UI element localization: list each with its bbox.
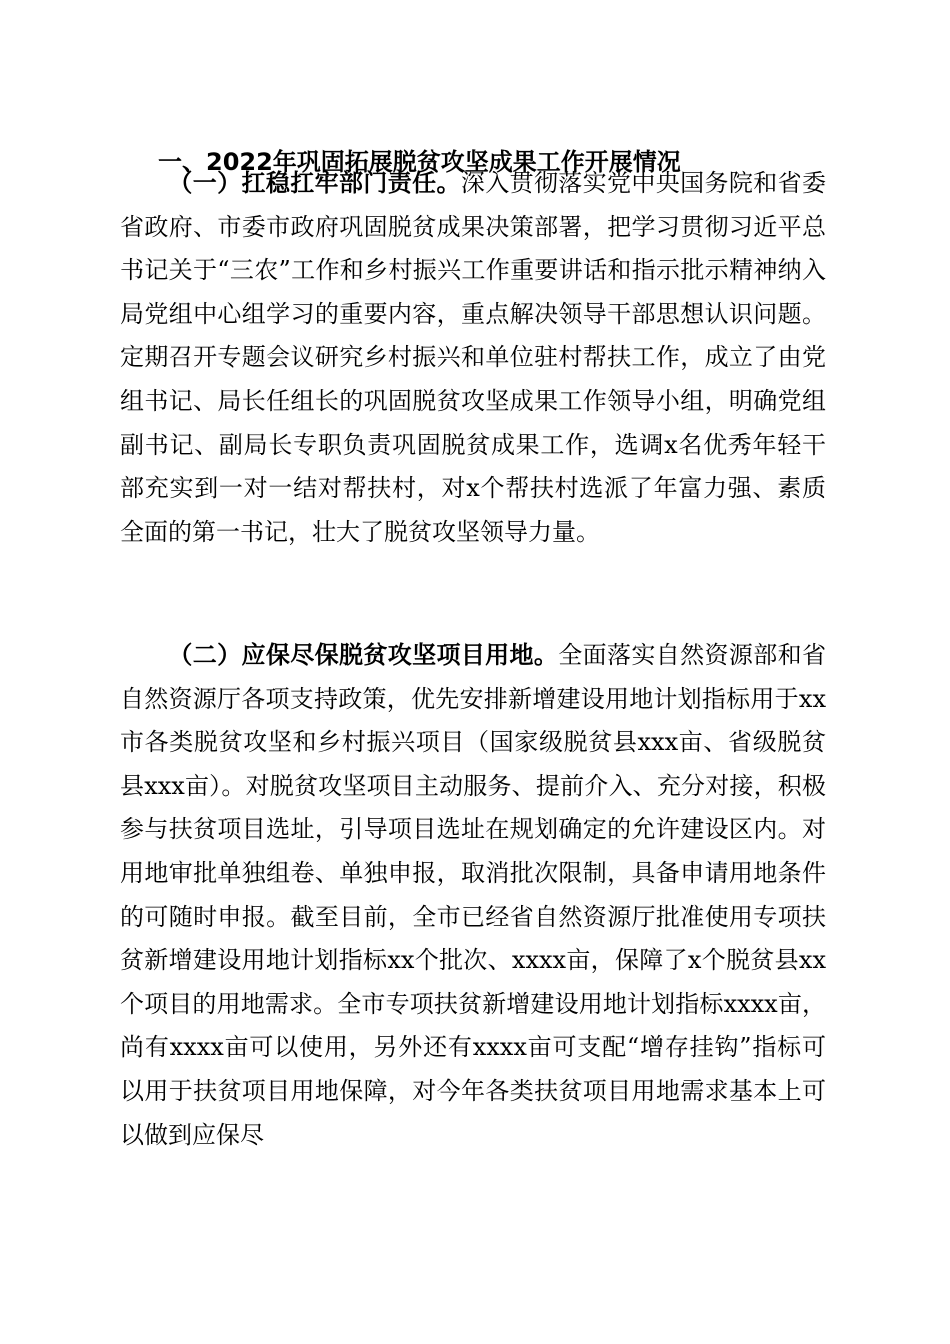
paragraph-lead-title: （二）应保尽保脱贫攻坚项目用地。	[168, 641, 559, 669]
paragraph-responsibility	[120, 162, 826, 554]
paragraph-body: 深入贯彻落实党中央国务院和省委省政府、市委市政府巩固脱贫成果决策部署，把学习贯彻习近平总书记关于“三农”工作和乡村振兴工作重要讲话和指示批示精神纳入局党组中心组学习的重要内容，重点解决领导干部思想认识问题。定期召开专题会议研究乡村振兴和单位驻村帮扶工作，成立了由党组书记、局长任组长的巩固脱贫攻坚成果工作领导小组，明确党组副书记、副局长专职负责巩固脱贫成果工作，选调x名优秀年轻干部充实到一对一结对帮扶村，对x个帮扶村选派了年富力强、素质全面的第一书记，壮大了脱贫攻坚领导力量。	[120, 169, 827, 546]
paragraph-land-use	[120, 634, 826, 1157]
section-heading: 一、2022年巩固拓展脱贫攻坚成果工作开展情况	[158, 148, 681, 176]
paragraph-lead-title: （一）扛稳扛牢部门责任。	[168, 169, 461, 197]
paragraph-body: 全面落实自然资源部和省自然资源厅各项支持政策，优先安排新增建设用地计划指标用于xx市各类脱贫攻坚和乡村振兴项目（国家级脱贫县xxx亩、省级脱贫县xxx亩）。对脱贫攻坚项目主动服务、提前介入、充分对接，积极参与扶贫项目选址，引导项目选址在规划确定的允许建设区内。对用地审批单独组卷、单独申报，取消批次限制，具备申请用地条件的可随时申报。截至目前，全市已经省自然资源厅批准使用专项扶贫新增建设用地计划指标xx个批次、xxxx亩，保障了x个脱贫县xx个项目的用地需求。全市专项扶贫新增建设用地计划指标xxxx亩，尚有xxxx亩可以使用，另外还有xxxx亩可支配“增存挂钩”指标可以用于扶贫项目用地保障，对今年各类扶贫项目用地需求基本上可以做到应保尽	[120, 641, 826, 1149]
